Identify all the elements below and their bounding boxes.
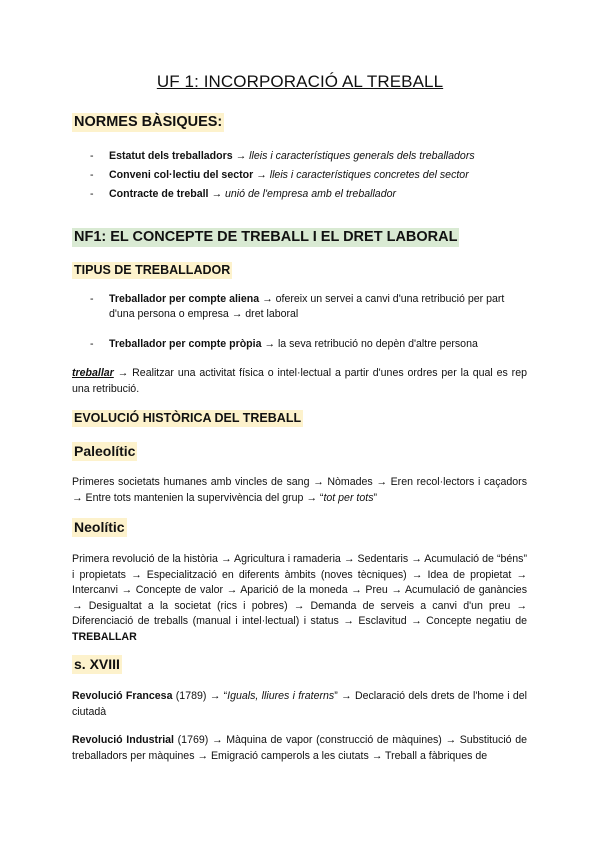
- list-item-desc: → ofereix un servei a canvi d'una retribució per part d'una persona o empresa → dret laboral: [109, 293, 505, 320]
- arrow: →: [208, 188, 225, 200]
- evolucio-heading: EVOLUCIÓ HISTÒRICA DEL TREBALL: [74, 411, 302, 425]
- francesa-term: Revolució Francesa: [72, 690, 173, 702]
- list-item: - Treballador per compte aliena → ofereix un servei a canvi d'una retribució per part d'una persona o empresa → dret laboral: [90, 293, 505, 320]
- industrial-term: Revolució Industrial: [72, 734, 174, 746]
- list-item-term: Treballador per compte pròpia: [109, 338, 262, 350]
- segle18-heading: s. XVIII: [74, 656, 120, 672]
- list-item: - Estatut dels treballadors → lleis i característiques generals dels treballadors: [90, 150, 475, 162]
- definition-text: → Realitzar una activitat física o intel·lectual a partir d'unes ordres per la qual es rep una retribució.: [72, 367, 527, 395]
- paleolitic-heading: Paleolític: [74, 443, 136, 459]
- list-item-term: Conveni col·lectiu del sector: [109, 169, 254, 181]
- industrial-rest: (1769) → Màquina de vapor (construcció de màquines) → Substitució de treballadors per màquines → Emigració camperols a les ciutats → Treball a fàbriques de: [72, 734, 528, 762]
- list-item: - Treballador per compte pròpia → la seva retribució no depèn d'altre persona: [90, 338, 478, 350]
- paleolitic-text: [72, 475, 527, 506]
- neolitic-heading: Neolític: [74, 519, 125, 535]
- list-item-desc: lleis i característiques concretes del sector: [269, 169, 469, 181]
- francesa-year: (1789) → “: [172, 690, 228, 702]
- list-item-term: Contracte de treball: [109, 188, 209, 200]
- list-item-term: Treballador per compte aliena: [109, 293, 260, 305]
- page-title: UF 1: INCORPORACIÓ AL TREBALL: [156, 72, 444, 91]
- tipus-list: [72, 292, 528, 352]
- arrow: →: [253, 169, 270, 181]
- list-item-desc: lleis i característiques generals dels treballadors: [249, 150, 475, 162]
- definition-term: treballar: [72, 367, 114, 379]
- list-item: - Conveni col·lectiu del sector → lleis i característiques concretes del sector: [90, 169, 469, 181]
- tipus-heading: TIPUS DE TREBALLADOR: [74, 263, 231, 277]
- neolitic-text: [72, 552, 527, 645]
- paleolitic-text-part: Primeres societats humanes amb vincles de sang → Nòmades → Eren recol·lectors i caçadors → Entre tots mantenien la supervivència del grup → “: [72, 476, 527, 504]
- revolucio-industrial: [72, 733, 527, 764]
- list-item-desc: unió de l'empresa amb el treballador: [224, 188, 397, 200]
- neolitic-bold: TREBALLAR: [72, 630, 137, 643]
- list-item-desc: → la seva retribució no depèn d'altre persona: [261, 338, 478, 350]
- normes-heading: NORMES BÀSIQUES:: [74, 114, 223, 130]
- treballar-definition: [72, 366, 527, 397]
- revolucio-francesa: [72, 689, 527, 720]
- normes-list: [72, 149, 528, 202]
- list-item-term: Estatut dels treballadors: [109, 150, 233, 162]
- neolitic-text-part: Primera revolució de la història → Agricultura i ramaderia → Sedentaris → Acumulació de “béns” i propietats → Especialització en diferents àmbits (noves tècniques) → Idea de propietat → Intercanvi → Concepte de valor → Aparició de la moneda → Preu → Acumulació de ganàncies → Desigualtat a la societat (rics i pobres) → Demanda de serveis a canvi d'un preu → Diferenciació de treballs (manual i intel·lectual) i status → Esclavitud → Concepte negatiu de: [72, 553, 527, 627]
- nf1-heading: NF1: EL CONCEPTE DE TREBALL I EL DRET LABORAL: [74, 229, 458, 245]
- arrow: →: [232, 150, 250, 162]
- francesa-rest: ” → Declaració dels drets de l'home i del ciutadà: [72, 690, 527, 718]
- paleolitic-text-end: ”: [373, 491, 378, 504]
- list-item: - Contracte de treball → unió de l'empresa amb el treballador: [90, 188, 397, 200]
- paleolitic-italic: tot per tots: [323, 491, 374, 504]
- francesa-motto: Iguals, lliures i fraterns: [227, 690, 335, 702]
